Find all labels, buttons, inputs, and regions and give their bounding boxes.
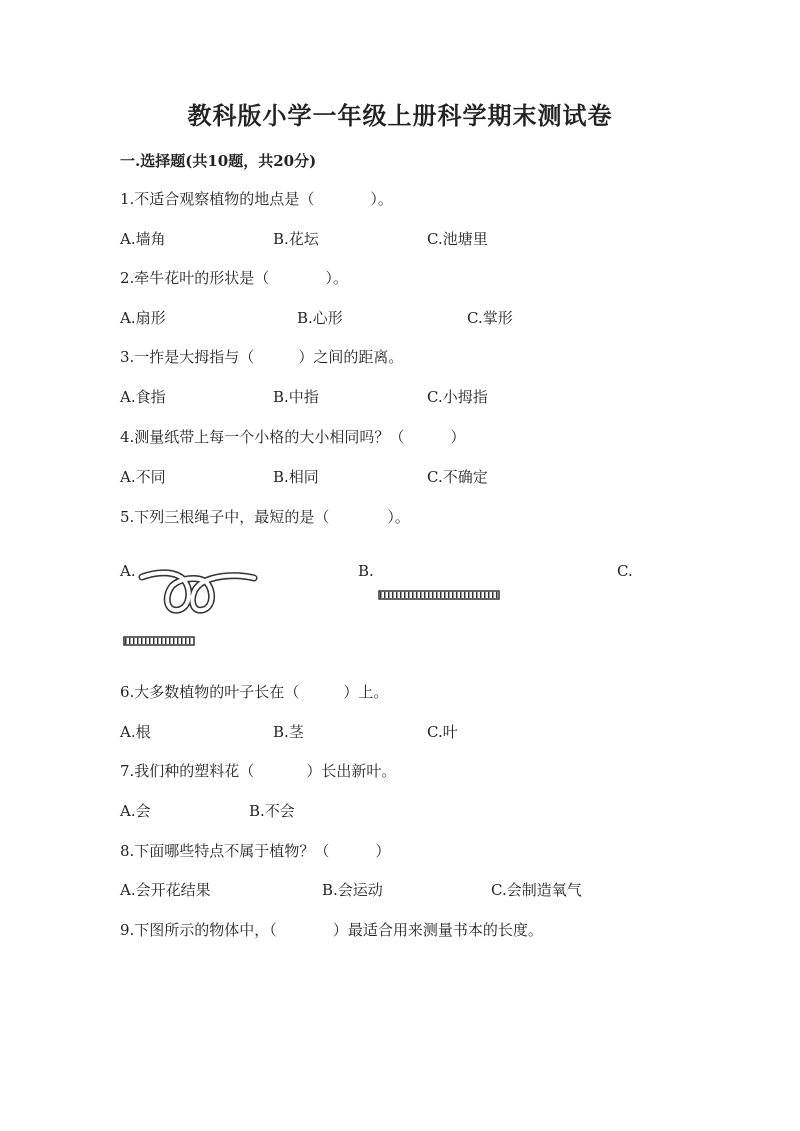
looped-rope-image xyxy=(138,568,260,616)
q4-option-b[interactable]: B.相同 xyxy=(273,468,319,486)
q3-option-b[interactable]: B.中指 xyxy=(273,388,319,406)
q1-option-b[interactable]: B.花坛 xyxy=(273,230,319,248)
question-8: 8.下面哪些特点不属于植物？（ ） xyxy=(120,842,391,860)
q6-option-b[interactable]: B.茎 xyxy=(273,723,304,741)
page-title: 教科版小学一年级上册科学期末测试卷 xyxy=(187,101,613,130)
q4-option-c[interactable]: C.不确定 xyxy=(427,468,488,486)
question-9: 9.下图所示的物体中，（ ）最适合用来测量书本的长度。 xyxy=(120,921,543,939)
q8-option-b[interactable]: B.会运动 xyxy=(322,881,383,899)
question-7: 7.我们种的塑料花（ ）长出新叶。 xyxy=(120,762,397,780)
section-heading: 一.选择题(共10题，共20分) xyxy=(120,152,317,170)
short-rope-image xyxy=(123,635,195,647)
q5-option-c[interactable]: C. xyxy=(617,562,633,580)
q3-option-c[interactable]: C.小拇指 xyxy=(427,388,488,406)
q1-option-a[interactable]: A.墙角 xyxy=(120,230,166,248)
q3-option-a[interactable]: A.食指 xyxy=(120,388,166,406)
long-rope-image xyxy=(378,589,500,601)
question-4: 4.测量纸带上每一个小格的大小相同吗？（ ） xyxy=(120,428,466,446)
q2-option-c[interactable]: C.掌形 xyxy=(467,309,513,327)
q7-option-b[interactable]: B.不会 xyxy=(249,802,295,820)
q2-option-a[interactable]: A.扇形 xyxy=(120,309,166,327)
question-6: 6.大多数植物的叶子长在（ ）上。 xyxy=(120,683,389,701)
q6-option-c[interactable]: C.叶 xyxy=(427,723,458,741)
q7-option-a[interactable]: A.会 xyxy=(120,802,151,820)
q8-option-a[interactable]: A.会开花结果 xyxy=(120,881,211,899)
q5-option-a[interactable]: A. xyxy=(120,562,136,580)
q5-option-b[interactable]: B. xyxy=(358,562,374,580)
question-1: 1.不适合观察植物的地点是（ ）。 xyxy=(120,190,393,208)
question-3: 3.一拃是大拇指与（ ）之间的距离。 xyxy=(120,348,404,366)
q4-option-a[interactable]: A.不同 xyxy=(120,468,166,486)
question-2: 2.牵牛花叶的形状是（ ）。 xyxy=(120,269,348,287)
q8-option-c[interactable]: C.会制造氧气 xyxy=(491,881,582,899)
q2-option-b[interactable]: B.心形 xyxy=(297,309,343,327)
q1-option-c[interactable]: C.池塘里 xyxy=(427,230,488,248)
question-5: 5.下列三根绳子中，最短的是（ ）。 xyxy=(120,508,410,526)
q6-option-a[interactable]: A.根 xyxy=(120,723,151,741)
